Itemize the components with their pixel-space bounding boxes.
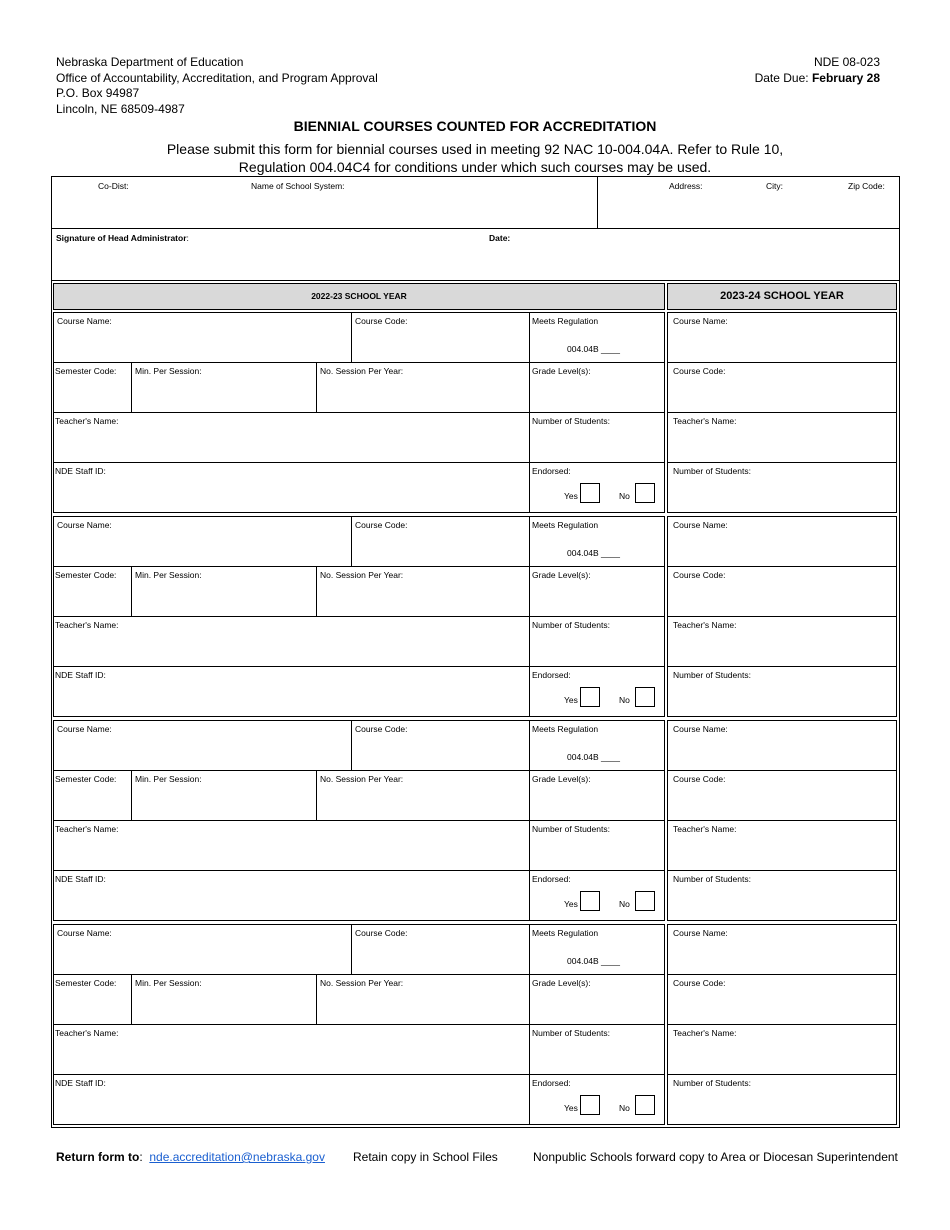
- course-4-endorsed-label: Endorsed:: [532, 1078, 571, 1088]
- course-1-name-label: Course Name:: [57, 316, 112, 326]
- year-header-2023-24: 2023-24 SCHOOL YEAR: [667, 283, 897, 310]
- course-2-endorsed-no-checkbox[interactable]: [635, 687, 655, 707]
- course-4-name-label: Course Name:: [57, 928, 112, 938]
- course-3-min-per-session-label: Min. Per Session:: [135, 774, 202, 784]
- course-2-min-per-session-label: Min. Per Session:: [135, 570, 202, 580]
- course-1-code-label: Course Code:: [355, 316, 408, 326]
- course-3-no-label: No: [619, 899, 630, 909]
- course-3-yes-label: Yes: [564, 899, 578, 909]
- form-number: NDE 08-023: [813, 55, 880, 69]
- course-4-regulation-code: 004.04B ____: [567, 956, 620, 966]
- date-due: [755, 71, 880, 87]
- course-1-teacher-name-label: Teacher's Name:: [55, 416, 119, 426]
- course-1-next-year-code-label: Course Code:: [673, 366, 726, 376]
- course-1-sessions-per-year-label: No. Session Per Year:: [320, 366, 404, 376]
- date-label: Date:: [489, 233, 511, 243]
- course-1-yes-label: Yes: [564, 491, 578, 501]
- course-3-next-year-teacher-label: Teacher's Name:: [673, 824, 737, 834]
- course-4-no-label: No: [619, 1103, 630, 1113]
- course-4-semester-code-label: Semester Code:: [55, 978, 117, 988]
- agency-office: Office of Accountability, Accreditation, and Program Approval: [56, 70, 378, 85]
- course-2-teacher-name-field[interactable]: [53, 616, 530, 667]
- signature-label-text: Signature of Head Administrator: [56, 233, 187, 243]
- course-3-sessions-per-year-label: No. Session Per Year:: [320, 774, 404, 784]
- course-2-yes-label: Yes: [564, 695, 578, 705]
- retain-copy-note: Retain copy in School Files: [353, 1150, 498, 1164]
- course-4-nde-staff-id-label: NDE Staff ID:: [55, 1078, 106, 1088]
- course-4-teacher-name-field[interactable]: [53, 1024, 530, 1075]
- return-label: Return form to: [56, 1150, 140, 1164]
- course-2-endorsed-yes-checkbox[interactable]: [580, 687, 600, 707]
- instructions-line-1: Please submit this form for biennial courses used in meeting 92 NAC 10-004.04A. Refer to Rule 10,: [166, 141, 784, 157]
- course-4-yes-label: Yes: [564, 1103, 578, 1113]
- agency-name: Nebraska Department of Education: [56, 55, 244, 69]
- course-4-next-year-code-label: Course Code:: [673, 978, 726, 988]
- course-2-name-label: Course Name:: [57, 520, 112, 530]
- course-3-next-year-students-label: Number of Students:: [673, 874, 751, 884]
- course-1-semester-code-label: Semester Code:: [55, 366, 117, 376]
- course-1-nde-staff-id-label: NDE Staff ID:: [55, 466, 106, 476]
- year-header-2022-23: 2022-23 SCHOOL YEAR: [53, 283, 665, 310]
- course-3-meets-regulation-label: Meets Regulation: [532, 724, 599, 734]
- course-3-next-year-code-label: Course Code:: [673, 774, 726, 784]
- course-2-nde-staff-id-field[interactable]: [53, 666, 530, 717]
- course-4-nde-staff-id-field[interactable]: [53, 1074, 530, 1125]
- course-3-next-year-name-label: Course Name:: [673, 724, 728, 734]
- course-4-endorsed-yes-checkbox[interactable]: [580, 1095, 600, 1115]
- course-1-no-label: No: [619, 491, 630, 501]
- course-1-meets-regulation-label: Meets Regulation: [532, 316, 599, 326]
- course-2-number-students-label: Number of Students:: [532, 620, 610, 630]
- course-2-endorsed-label: Endorsed:: [532, 670, 571, 680]
- course-3-name-label: Course Name:: [57, 724, 112, 734]
- return-email-link[interactable]: nde.accreditation@nebraska.gov: [149, 1150, 325, 1164]
- course-1-next-year-name-label: Course Name:: [673, 316, 728, 326]
- course-1-next-year-teacher-label: Teacher's Name:: [673, 416, 737, 426]
- course-2-next-year-teacher-label: Teacher's Name:: [673, 620, 737, 630]
- course-2-semester-code-label: Semester Code:: [55, 570, 117, 580]
- date-due-value: February 28: [811, 70, 880, 85]
- course-3-nde-staff-id-field[interactable]: [53, 870, 530, 921]
- course-1-next-year-students-label: Number of Students:: [673, 466, 751, 476]
- address-label: Address:: [669, 181, 703, 191]
- course-1-number-students-label: Number of Students:: [532, 416, 610, 426]
- course-1-endorsed-yes-checkbox[interactable]: [580, 483, 600, 503]
- course-1-teacher-name-field[interactable]: [53, 412, 530, 463]
- return-colon: :: [139, 1150, 143, 1164]
- course-4-next-year-teacher-label: Teacher's Name:: [673, 1028, 737, 1038]
- course-4-next-year-name-label: Course Name:: [673, 928, 728, 938]
- return-form: [56, 1150, 325, 1164]
- course-4-number-students-label: Number of Students:: [532, 1028, 610, 1038]
- signature-label: [56, 233, 189, 243]
- course-4-grade-levels-label: Grade Level(s):: [532, 978, 591, 988]
- instructions-line-2: Regulation 004.04C4 for conditions under which such courses may be used.: [238, 159, 712, 175]
- course-3-semester-code-label: Semester Code:: [55, 774, 117, 784]
- form-title: BIENNIAL COURSES COUNTED FOR ACCREDITATION: [293, 118, 657, 134]
- course-3-grade-levels-label: Grade Level(s):: [532, 774, 591, 784]
- course-3-regulation-code: 004.04B ____: [567, 752, 620, 762]
- course-4-min-per-session-label: Min. Per Session:: [135, 978, 202, 988]
- course-1-grade-levels-label: Grade Level(s):: [532, 366, 591, 376]
- course-2-next-year-code-label: Course Code:: [673, 570, 726, 580]
- date-due-label: Date Due:: [754, 70, 809, 85]
- course-3-number-students-label: Number of Students:: [532, 824, 610, 834]
- course-4-next-year-students-label: Number of Students:: [673, 1078, 751, 1088]
- form-meta: [755, 55, 880, 86]
- course-3-code-label: Course Code:: [355, 724, 408, 734]
- course-2-next-year-name-label: Course Name:: [673, 520, 728, 530]
- agency-address: [56, 55, 378, 117]
- zip-code-label: Zip Code:: [848, 181, 885, 191]
- signature-colon: :: [186, 233, 189, 243]
- course-3-teacher-name-label: Teacher's Name:: [55, 824, 119, 834]
- form-instructions: [150, 140, 800, 176]
- course-1-regulation-code: 004.04B ____: [567, 344, 620, 354]
- course-1-nde-staff-id-field[interactable]: [53, 462, 530, 513]
- course-2-code-label: Course Code:: [355, 520, 408, 530]
- course-1-endorsed-no-checkbox[interactable]: [635, 483, 655, 503]
- course-2-nde-staff-id-label: NDE Staff ID:: [55, 670, 106, 680]
- course-2-teacher-name-label: Teacher's Name:: [55, 620, 119, 630]
- course-2-next-year-students-label: Number of Students:: [673, 670, 751, 680]
- course-2-no-label: No: [619, 695, 630, 705]
- course-1-endorsed-label: Endorsed:: [532, 466, 571, 476]
- course-4-meets-regulation-label: Meets Regulation: [532, 928, 599, 938]
- course-4-sessions-per-year-label: No. Session Per Year:: [320, 978, 404, 988]
- agency-city: Lincoln, NE 68509-4987: [56, 101, 185, 116]
- course-4-code-label: Course Code:: [355, 928, 408, 938]
- course-3-endorsed-yes-checkbox[interactable]: [580, 891, 600, 911]
- course-3-teacher-name-field[interactable]: [53, 820, 530, 871]
- city-label: City:: [766, 181, 783, 191]
- agency-po-box: P.O. Box 94987: [56, 86, 140, 100]
- course-2-regulation-code: 004.04B ____: [567, 548, 620, 558]
- course-1-min-per-session-label: Min. Per Session:: [135, 366, 202, 376]
- course-4-endorsed-no-checkbox[interactable]: [635, 1095, 655, 1115]
- course-2-meets-regulation-label: Meets Regulation: [532, 520, 599, 530]
- course-3-endorsed-label: Endorsed:: [532, 874, 571, 884]
- nonpublic-note: Nonpublic Schools forward copy to Area or Diocesan Superintendent: [533, 1150, 898, 1164]
- course-3-nde-staff-id-label: NDE Staff ID:: [55, 874, 106, 884]
- co-dist-label: Co-Dist:: [98, 181, 129, 191]
- course-2-sessions-per-year-label: No. Session Per Year:: [320, 570, 404, 580]
- course-2-grade-levels-label: Grade Level(s):: [532, 570, 591, 580]
- school-system-label: Name of School System:: [251, 181, 345, 191]
- course-3-endorsed-no-checkbox[interactable]: [635, 891, 655, 911]
- course-4-teacher-name-label: Teacher's Name:: [55, 1028, 119, 1038]
